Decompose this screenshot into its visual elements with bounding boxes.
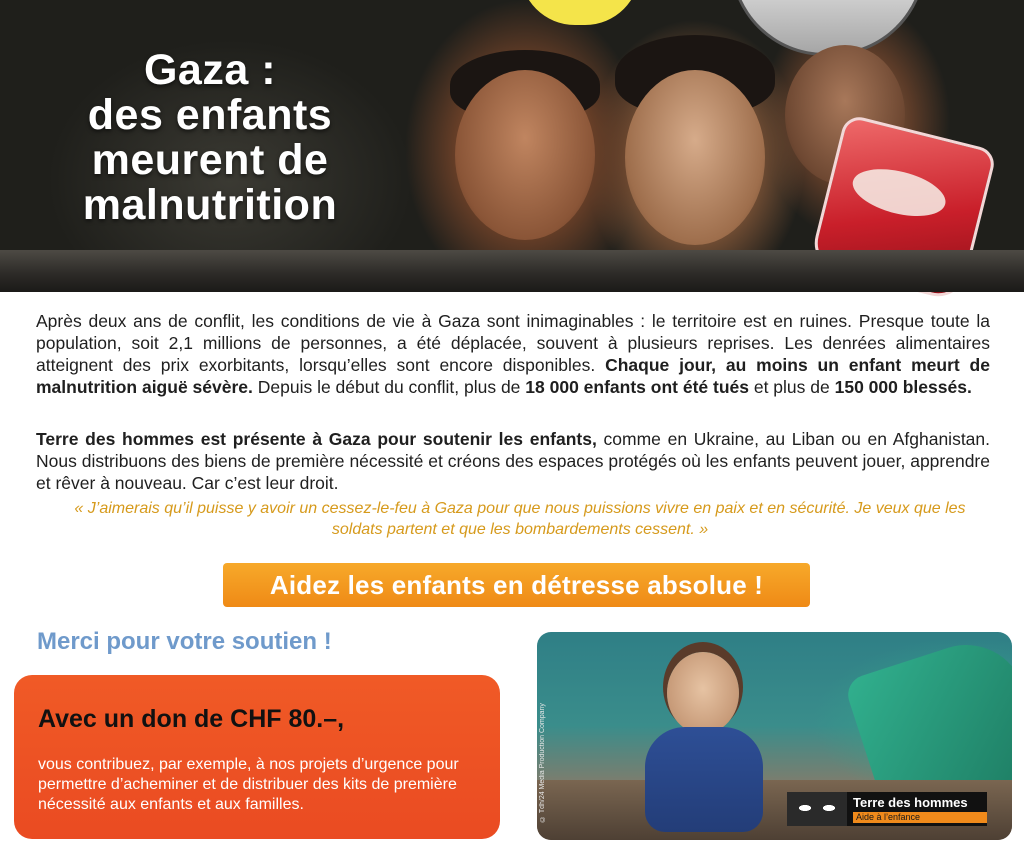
headline-line: Gaza : bbox=[143, 46, 277, 94]
thanks-heading: Merci pour votre soutien ! bbox=[37, 628, 332, 655]
donation-box bbox=[14, 675, 500, 839]
boy-face bbox=[455, 70, 595, 240]
logo-name: Terre des hommes bbox=[853, 795, 968, 810]
logo-eyes-icon bbox=[787, 792, 847, 826]
girl-face bbox=[625, 70, 765, 245]
intro-text: et plus de bbox=[748, 377, 835, 397]
intro-paragraph bbox=[36, 310, 990, 398]
donation-text: vous contribuez, par exemple, à nos projets d’urgence pour permettre d’acheminer et de distribuer des kits de première nécessité aux enfants et aux familles. bbox=[38, 756, 459, 813]
pot-rim bbox=[0, 250, 1024, 292]
mission-highlight: Terre des hommes est présente à Gaza pour soutenir les enfants, bbox=[36, 429, 597, 449]
intro-highlight: 150 000 blessés. bbox=[834, 377, 972, 397]
intro-text: Depuis le début du conflit, plus de bbox=[252, 377, 526, 397]
headline-line: meurent de bbox=[91, 136, 329, 184]
logo-text bbox=[847, 792, 987, 826]
headline-line: malnutrition bbox=[82, 181, 338, 229]
child-photo bbox=[537, 632, 1012, 840]
intro-text: Après deux ans de conflit, les conditions de vie à Gaza sont inimaginables : le territoire est en ruines. Presque toute la population, soit 2,1 millions de personnes, a été déplacée, souvent à plusieurs reprises. Les denrées alimentaires atteignent des prix exorbitants, lorsqu’elles sont encore disponibles. bbox=[36, 311, 990, 375]
donation-title: Avec un don de CHF 80.–, bbox=[38, 705, 345, 733]
help-children-button[interactable]: Aidez les enfants en détresse absolue ! bbox=[223, 563, 810, 607]
hero-banner bbox=[0, 0, 1024, 292]
headline bbox=[60, 48, 360, 228]
intro-highlight: 18 000 enfants ont été tués bbox=[525, 377, 749, 397]
logo-tagline: Aide à l’enfance bbox=[853, 812, 987, 823]
tdh-logo bbox=[787, 792, 987, 826]
yellow-bowl-shape bbox=[520, 0, 640, 25]
intro-highlight: Chaque jour, au moins un enfant meurt de malnutrition aiguë sévère. bbox=[36, 355, 990, 397]
child-quote: « J’aimerais qu’il puisse y avoir un cessez-le-feu à Gaza pour que nous puissions vivre en paix et en sécurité. Je veux que les soldats partent et que les bombardements cessent. » bbox=[74, 500, 966, 538]
headline-line: des enfants bbox=[87, 91, 333, 139]
mission-paragraph bbox=[36, 428, 990, 494]
toddler-body bbox=[645, 727, 763, 832]
mission-text: comme en Ukraine, au Liban ou en Afghanistan. Nous distribuons des biens de première nécessité et créons des espaces protégés où les enfants peuvent jouer, apprendre et rêver à nouveau. Car c’est leur droit. bbox=[36, 429, 991, 493]
toddler-head bbox=[667, 652, 739, 734]
photo-credit: © Tdh/24 Media Production Company bbox=[539, 703, 546, 822]
